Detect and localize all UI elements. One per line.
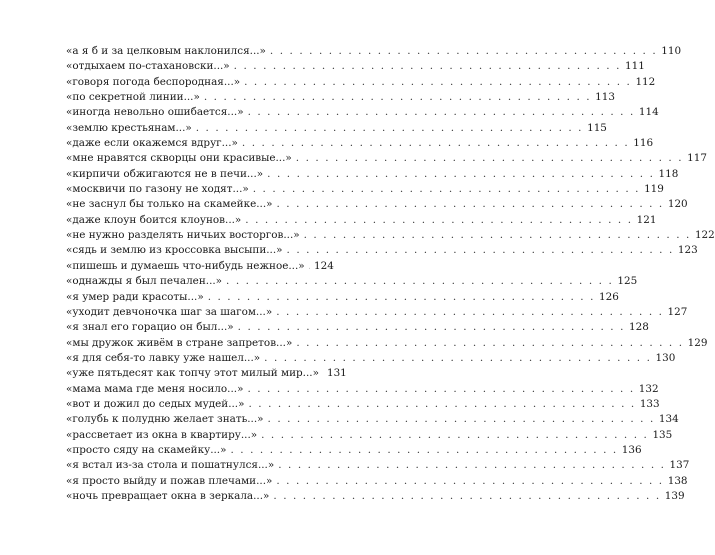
toc-entry-page: 116 bbox=[633, 137, 654, 150]
toc-entry bbox=[66, 197, 688, 212]
toc-entry bbox=[66, 428, 673, 443]
toc-entry-title: «уже пятьдесят как топчу этот милый мир...» bbox=[66, 367, 319, 380]
toc-entry-title: «вот и дожил до седых мудей...» bbox=[66, 397, 245, 410]
toc-entry-page: 131 bbox=[326, 367, 347, 380]
toc-entry-title: «кирпичи обжигаются не в печи...» bbox=[66, 167, 264, 180]
toc-entry-page: 113 bbox=[595, 91, 616, 104]
toc-entry-page: 111 bbox=[625, 60, 645, 73]
toc-entry bbox=[66, 458, 690, 473]
toc-leader-dots: . . . . . . . . . . . . . . . . . . . . . . . . . . . . . . . . . . . . . . . . bbox=[195, 121, 584, 134]
toc-entry bbox=[66, 489, 685, 504]
toc-entry bbox=[66, 136, 654, 151]
toc-leader-dots: . . . . . . . . . . . . . . . . . . . . . . . . . . . . . . . . . . . . . . . . bbox=[241, 137, 630, 150]
toc-leader-dots: . . . . . . . . . . . . . . . . . . . . . . . . . . . . . . . . . . . . . . . . bbox=[276, 305, 664, 318]
toc-entry bbox=[66, 336, 708, 351]
toc-entry-title: «голубь к полудню желает знать...» bbox=[66, 413, 264, 426]
toc-entry bbox=[66, 382, 659, 397]
toc-entry-title: «ночь превращает окна в зеркала...» bbox=[66, 489, 270, 502]
toc-entry bbox=[66, 228, 715, 243]
toc-entry bbox=[66, 351, 676, 366]
toc-entry bbox=[66, 44, 682, 59]
toc-entry bbox=[66, 105, 659, 120]
toc-leader-dots: . . . . . . . . . . . . . . . . . . . . . . . . . . . . . . . . . . . . . . . . bbox=[278, 459, 666, 472]
toc-entry-title: «рассветает из окна в квартиру...» bbox=[66, 428, 258, 441]
toc-entry bbox=[66, 259, 332, 274]
toc-entry-title: «не заснул бы только на скамейке...» bbox=[66, 198, 273, 211]
toc-entry bbox=[66, 443, 642, 458]
toc-leader-dots: . . . . . . . . . . . . . . . . . . . . . . . . . . . . . . . . . . . . . . . . bbox=[203, 91, 592, 104]
toc-entry bbox=[66, 320, 649, 335]
toc-entry bbox=[66, 290, 619, 305]
toc-entry-title: «даже если окажемся вдруг...» bbox=[66, 137, 238, 150]
toc-entry bbox=[66, 366, 347, 381]
toc-leader-dots: . . . . . . . . . . . . . . . . . . . . . . . . . . . . . . . . . . . . . . . . bbox=[276, 198, 664, 211]
toc-entry-page: 125 bbox=[617, 275, 638, 288]
toc-leader-dots: . . . . . . . . . . . . . . . . . . . . . . . . . . . . . . . . . . . . . . . . bbox=[296, 336, 684, 349]
toc-entry-title: «я встал из-за стола и пошатнулся...» bbox=[66, 459, 275, 472]
toc-entry-page: 119 bbox=[644, 183, 664, 196]
toc-entry-page: 124 bbox=[314, 259, 334, 272]
toc-entry-page: 138 bbox=[667, 474, 688, 487]
toc-leader-dots: . . . . . . . . . . . . . . . . . . . . . . . . . . . . . . . . . . . . . . . . bbox=[245, 213, 633, 226]
toc-leader-dots: . . . . . . . . . . . . . . . . . . . . . . . . . . . . . . . . . . . . . . . . bbox=[295, 152, 684, 165]
toc-leader-dots: . . . . . . . . . . . . . . . . . . . . . . . . . . . . . . . . . . . . . . . . bbox=[244, 75, 632, 88]
toc-entry-title: «однажды я был печален...» bbox=[66, 275, 223, 288]
toc-leader-dots: . . . . . . . . . . . . . . . . . . . . . . . . . . . . . . . . . . . . . . . . bbox=[261, 428, 649, 441]
toc-entry bbox=[66, 243, 698, 258]
toc-entry bbox=[66, 151, 707, 166]
toc-leader-dots: . . . . . . . . . . . . . . . . . . . . . . . . . . . . . . . . . . . . . . . . bbox=[303, 229, 691, 242]
toc-leader-dots: . . . . . . . . . . . . . . . . . . . . . . . . . . . . . . . . . . . . . . . . bbox=[207, 290, 596, 303]
toc-entry bbox=[66, 274, 638, 289]
toc-entry-page: 118 bbox=[658, 167, 679, 180]
toc-entry bbox=[66, 75, 656, 90]
toc-leader-dots: . . . . . . . . . . . . . . . . . . . . . . . . . . . . . . . . . . . . . . . . bbox=[276, 474, 664, 487]
toc-entry-page: 117 bbox=[687, 152, 707, 165]
toc-entry bbox=[66, 474, 688, 489]
table-of-contents bbox=[66, 44, 715, 504]
toc-entry-page: 133 bbox=[639, 397, 660, 410]
toc-entry-page: 121 bbox=[636, 213, 657, 226]
toc-leader-dots: . . . . . . . . . . . . . . . . . . . . . . . . . . . . . . . . . . . . . . . . bbox=[237, 321, 625, 334]
toc-leader-dots: . . . . . . . . . . . . . . . . . . . . . . . . . . . . . . . . . . . . . . . . bbox=[267, 413, 655, 426]
toc-entry-page: 110 bbox=[661, 45, 682, 57]
toc-entry-title: «я просто выйду и пожав плечами...» bbox=[66, 474, 273, 487]
toc-entry bbox=[66, 412, 679, 427]
toc-leader-dots: . . . . . . . . . . . . . . . . . . . . . . . . . . . . . . . . . . . . . . . . bbox=[230, 443, 618, 456]
toc-leader-dots: . . . . . . . . . . . . . . . . . . . . . . . . . . . . . . . . . . . . . . . . bbox=[252, 183, 641, 196]
toc-entry-page: 129 bbox=[687, 336, 708, 349]
toc-entry-title: «отдыхаем по-стахановски...» bbox=[66, 60, 230, 73]
toc-entry-title: «я умер ради красоты...» bbox=[66, 290, 204, 303]
toc-entry-title: «мне нравятся скворцы они красивые...» bbox=[66, 152, 292, 165]
toc-entry-page: 135 bbox=[652, 428, 673, 441]
toc-leader-dots: . . . . . . . . . . . . . . . . . . . . . . . . . . . . . . . . . . . . . . . . bbox=[286, 244, 674, 257]
toc-entry-page: 123 bbox=[677, 244, 698, 257]
toc-entry bbox=[66, 121, 607, 136]
toc-leader-dots: . . . . . . . . . . . . . . . . . . . . . . . . . . . . . . . . . . . . . . . . bbox=[247, 106, 635, 119]
toc-entry-title: «а я б и за целковым наклонился...» bbox=[66, 45, 266, 57]
toc-entry-title: «я знал его горацио он был...» bbox=[66, 321, 234, 334]
toc-entry-title: «мы дружок живём в стране запретов...» bbox=[66, 336, 293, 349]
toc-entry-page: 130 bbox=[655, 351, 676, 364]
toc-entry-title: «я для себя-то лавку уже нашел...» bbox=[66, 351, 261, 364]
toc-entry-page: 136 bbox=[621, 443, 642, 456]
toc-leader-dots: . . . . . . . . . . . . . . . . . . . . . . . . . . . . . . . . . . . . . . . . bbox=[248, 397, 636, 410]
toc-entry-page: 112 bbox=[635, 75, 656, 88]
toc-entry-title: «землю крестьянам...» bbox=[66, 121, 192, 134]
toc-entry-title: «мама мама где меня носило...» bbox=[66, 382, 244, 395]
toc-entry bbox=[66, 305, 688, 320]
toc-entry-title: «сядь и землю из кроссовка высыпи...» bbox=[66, 244, 283, 257]
toc-entry-title: «уходит девчоночка шаг за шагом...» bbox=[66, 305, 273, 318]
toc-entry-page: 120 bbox=[667, 198, 688, 211]
toc-entry-title: «говоря погода беспородная...» bbox=[66, 75, 241, 88]
toc-entry-title: «просто сяду на скамейку...» bbox=[66, 443, 227, 456]
toc-entry-page: 134 bbox=[658, 413, 679, 426]
toc-entry-page: 139 bbox=[664, 489, 685, 502]
toc-entry-page: 115 bbox=[587, 121, 607, 134]
toc-entry bbox=[66, 167, 679, 182]
toc-leader-dots: . . . . . . . . . . . . . . . . . . . . . . . . . . . . . . . . . . . . . . . . bbox=[233, 60, 621, 73]
toc-leader-dots: . . . . . . . . . . . . . . . . . . . . . . . . . . . . . . . . . . . . . . . . bbox=[273, 489, 661, 502]
toc-leader-dots: . . . . . . . . . . . . . . . . . . . . . . . . . . . . . . . . . . . . . . . . bbox=[247, 382, 635, 395]
toc-entry-page: 114 bbox=[638, 106, 659, 119]
toc-entry-title: «москвичи по газону не ходят...» bbox=[66, 183, 249, 196]
toc-entry-page: 122 bbox=[694, 229, 715, 242]
toc-entry-title: «иногда невольно ошибается...» bbox=[66, 106, 244, 119]
toc-entry-page: 137 bbox=[669, 459, 690, 472]
toc-entry-page: 127 bbox=[667, 305, 688, 318]
toc-entry-title: «не нужно разделять ничьих восторгов...» bbox=[66, 229, 300, 242]
toc-entry bbox=[66, 213, 657, 228]
toc-leader-dots: . . . . . . . . . . . . . . . . . . . . . . . . . . . . . . . . . . . . . . . . bbox=[267, 167, 655, 180]
toc-entry-page: 128 bbox=[628, 321, 649, 334]
toc-leader-dots bbox=[309, 259, 310, 274]
toc-leader-dots: . . . . . . . . . . . . . . . . . . . . . . . . . . . . . . . . . . . . . . . . bbox=[269, 45, 658, 57]
toc-entry-page: 126 bbox=[599, 290, 619, 303]
toc-entry bbox=[66, 59, 645, 74]
toc-entry bbox=[66, 397, 660, 412]
toc-entry bbox=[66, 182, 664, 197]
toc-entry-title: «даже клоун боится клоунов...» bbox=[66, 213, 242, 226]
toc-entry bbox=[66, 90, 616, 105]
toc-entry-title: «пишешь и думаешь что-нибудь нежное...» bbox=[66, 259, 305, 272]
toc-entry-page: 132 bbox=[638, 382, 659, 395]
toc-leader-dots: . . . . . . . . . . . . . . . . . . . . . . . . . . . . . . . . . . . . . . . . bbox=[226, 275, 614, 288]
toc-entry-title: «по секретной линии...» bbox=[66, 91, 200, 104]
toc-leader-dots: . . . . . . . . . . . . . . . . . . . . . . . . . . . . . . . . . . . . . . . . bbox=[264, 351, 652, 364]
